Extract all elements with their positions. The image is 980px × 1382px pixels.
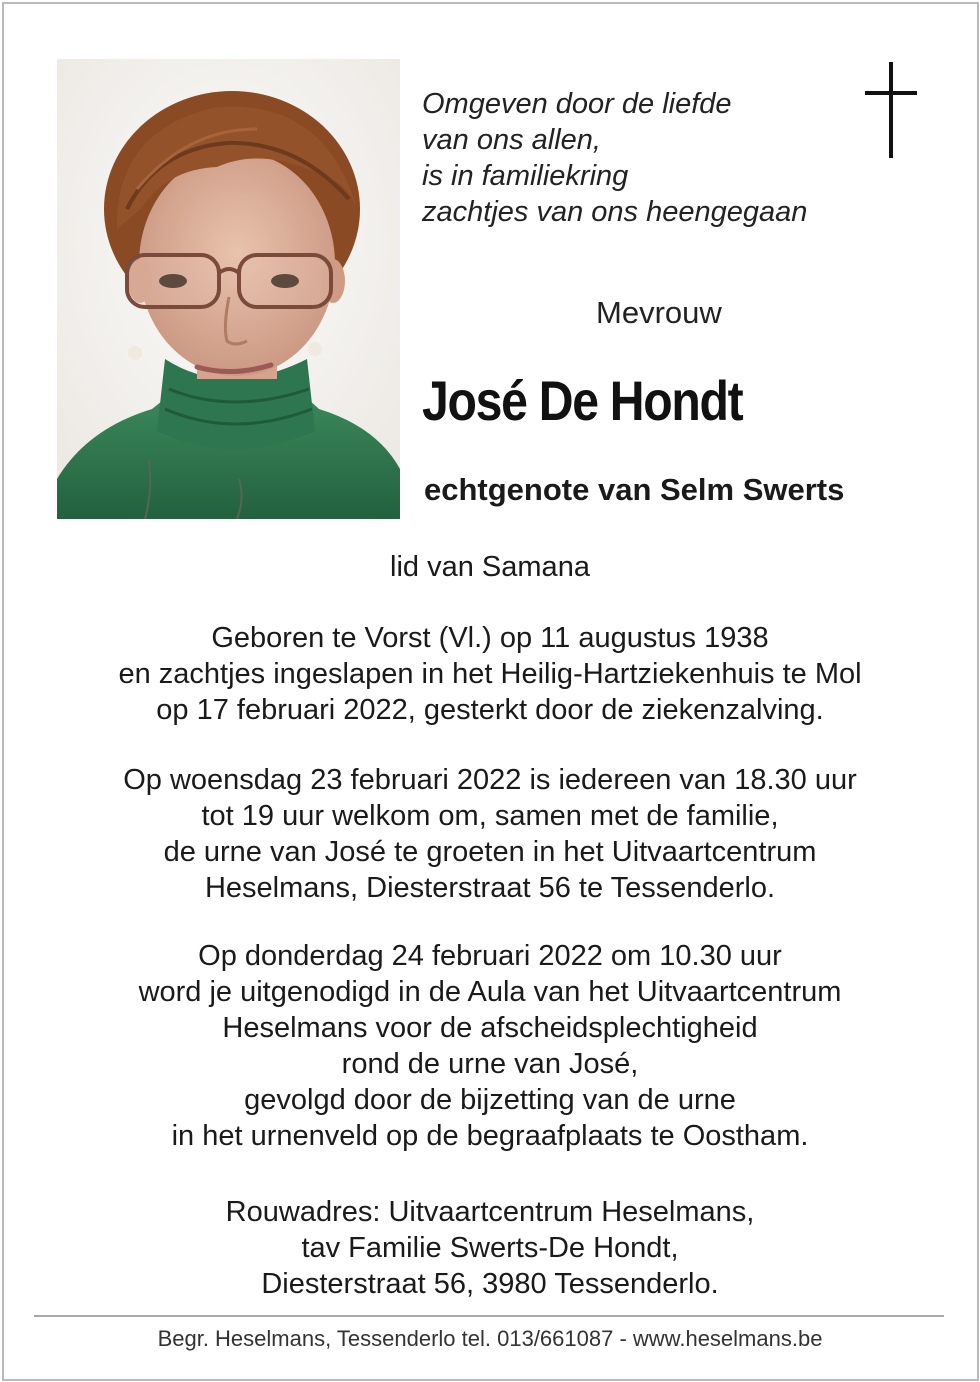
paragraph-line: Heselmans, Diesterstraat 56 te Tessenderlo. bbox=[204, 872, 776, 904]
paragraph-line: word je uitgenodigd in de Aula van het Uitvaartcentrum bbox=[138, 976, 842, 1008]
verse-line: zachtjes van ons heengegaan bbox=[422, 196, 808, 228]
visitation-paragraph bbox=[0, 762, 980, 906]
paragraph-line: gevolgd door de bijzetting van de urne bbox=[244, 1084, 736, 1116]
paragraph-line: Op donderdag 24 februari 2022 om 10.30 uur bbox=[198, 940, 782, 972]
paragraph-line: rond de urne van José, bbox=[341, 1048, 639, 1080]
verse-line: is in familiekring bbox=[422, 160, 629, 192]
portrait-illustration bbox=[57, 59, 400, 519]
paragraph-line: tot 19 uur welkom om, samen met de familie, bbox=[201, 800, 779, 832]
footer-divider bbox=[34, 1315, 944, 1317]
membership-line bbox=[0, 549, 980, 585]
spouse-line: echtgenote van Selm Swerts bbox=[424, 472, 845, 507]
membership-text: lid van Samana bbox=[390, 551, 590, 583]
portrait-photo bbox=[57, 59, 400, 519]
ceremony-paragraph bbox=[0, 938, 980, 1154]
paragraph-line: in het urnenveld op de begraafplaats te Oostham. bbox=[171, 1120, 809, 1152]
paragraph-line: Heselmans voor de afscheidsplechtigheid bbox=[222, 1012, 758, 1044]
paragraph-line: tav Familie Swerts-De Hondt, bbox=[301, 1232, 679, 1264]
verse-line: Omgeven door de liefde bbox=[422, 88, 732, 120]
paragraph-line: en zachtjes ingeslapen in het Heilig-Hartziekenhuis te Mol bbox=[118, 658, 862, 690]
honorific-title: Mevrouw bbox=[596, 295, 722, 330]
paragraph-line: Rouwadres: Uitvaartcentrum Heselmans, bbox=[225, 1196, 755, 1228]
address-paragraph bbox=[0, 1194, 980, 1302]
deceased-name: José De Hondt bbox=[422, 369, 743, 432]
paragraph-line: Diesterstraat 56, 3980 Tessenderlo. bbox=[261, 1268, 719, 1300]
verse-line: van ons allen, bbox=[422, 124, 601, 156]
footer-text: Begr. Heselmans, Tessenderlo tel. 013/661087 - www.heselmans.be bbox=[157, 1326, 823, 1351]
paragraph-line: Op woensdag 23 februari 2022 is iedereen van 18.30 uur bbox=[123, 764, 857, 796]
verse bbox=[422, 86, 807, 230]
paragraph-line: de urne van José te groeten in het Uitvaartcentrum bbox=[163, 836, 817, 868]
birth-paragraph bbox=[0, 620, 980, 728]
cross-icon bbox=[862, 62, 920, 158]
paragraph-line: Geboren te Vorst (Vl.) op 11 augustus 1938 bbox=[211, 622, 769, 654]
paragraph-line: op 17 februari 2022, gesterkt door de ziekenzalving. bbox=[156, 694, 824, 726]
